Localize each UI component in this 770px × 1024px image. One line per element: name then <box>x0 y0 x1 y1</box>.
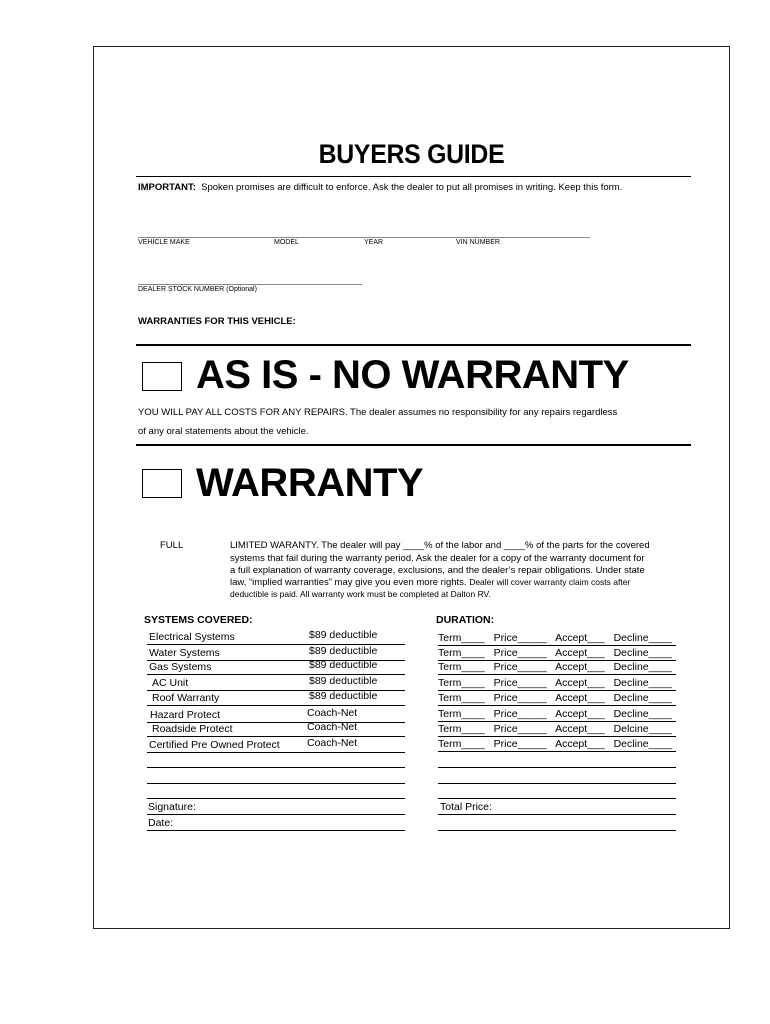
buyers-guide-form <box>93 46 730 929</box>
limited-warranty-line4 <box>230 577 630 589</box>
limited-warranty-line4-text: law, “implied warranties” may give you even more rights. <box>230 577 467 588</box>
as-is-text-line2: of any oral statements about the vehicle. <box>138 426 309 437</box>
duration-row[interactable]: Term____ Price_____ Accept___ Delcine____ <box>438 723 672 735</box>
stock-number-label: DEALER STOCK NUMBER (Optional) <box>138 286 257 293</box>
system-coverage: $89 deductible <box>309 645 378 657</box>
duration-row[interactable]: Term____ Price_____ Accept___ Decline____ <box>438 677 672 689</box>
blank-line[interactable] <box>438 783 676 784</box>
duration-row-line <box>438 690 676 691</box>
important-text: Spoken promises are difficult to enforce. Ask the dealer to put all promises in writing. Keep this form. <box>201 182 623 193</box>
vehicle-make-label: VEHICLE MAKE <box>138 239 190 246</box>
system-name: AC Unit <box>152 677 189 689</box>
important-notice <box>138 182 622 193</box>
duration-row-line <box>438 736 676 737</box>
date-label: Date: <box>148 817 174 829</box>
system-coverage: $89 deductible <box>309 690 378 702</box>
limited-warranty-line5: deductible is paid. All warranty work must be completed at Dalton RV. <box>230 589 491 599</box>
system-name: Gas Systems <box>149 661 212 673</box>
system-name: Hazard Protect <box>150 709 221 721</box>
duration-row-line <box>438 674 676 675</box>
divider <box>136 176 691 177</box>
limited-warranty-line4-tail: Dealer will cover warranty claim costs after <box>469 577 631 587</box>
duration-row-line <box>438 751 676 752</box>
warranty-checkbox[interactable] <box>142 469 182 498</box>
stock-number-line[interactable] <box>138 284 362 285</box>
limited-warranty-line2: systems that fail during the warranty period. Ask the dealer for a copy of the warranty document for <box>230 553 645 564</box>
system-coverage: $89 deductible <box>309 629 378 641</box>
blank-line[interactable] <box>147 767 405 768</box>
signature-line[interactable] <box>147 814 405 815</box>
vin-number-label: VIN NUMBER <box>456 239 500 246</box>
divider <box>136 444 691 446</box>
total-price-label: Total Price: <box>440 801 492 813</box>
as-is-heading: AS IS - NO WARRANTY <box>196 353 629 397</box>
system-name: Certified Pre Owned Protect <box>149 739 280 751</box>
total-price-line-2[interactable] <box>438 830 676 831</box>
as-is-text-line1: YOU WILL PAY ALL COSTS FOR ANY REPAIRS. The dealer assumes no responsibility for any repairs regardless <box>138 407 618 418</box>
duration-row-line <box>438 645 676 646</box>
total-price-line[interactable] <box>438 814 676 815</box>
as-is-checkbox[interactable] <box>142 362 182 391</box>
system-coverage: Coach-Net <box>307 707 358 719</box>
duration-row[interactable]: Term____ Price_____ Accept___ Decline____ <box>438 738 672 750</box>
blank-line[interactable] <box>438 767 676 768</box>
blank-line[interactable] <box>147 798 405 799</box>
limited-warranty-line3: a full explanation of warranty coverage, exclusions, and the dealer’s repair obligations. Under state <box>230 565 645 576</box>
warranties-heading: WARRANTIES FOR THIS VEHICLE: <box>138 316 296 327</box>
duration-row-line <box>438 705 676 706</box>
duration-heading: DURATION: <box>436 614 495 626</box>
blank-line[interactable] <box>438 798 676 799</box>
system-coverage: Coach-Net <box>307 737 358 749</box>
system-row-line <box>147 705 405 706</box>
page-title: BUYERS GUIDE <box>318 139 505 169</box>
system-name: Electrical Systems <box>149 631 235 643</box>
system-row-line <box>147 736 405 737</box>
warranty-heading: WARRANTY <box>196 461 424 505</box>
vehicle-info-line[interactable] <box>138 237 590 238</box>
year-label: YEAR <box>364 239 384 246</box>
important-label: IMPORTANT: <box>138 182 196 193</box>
duration-row[interactable]: Term____ Price_____ Accept___ Decline____ <box>438 632 672 644</box>
divider <box>136 344 691 346</box>
system-coverage: Coach-Net <box>307 721 358 733</box>
duration-row[interactable]: Term____ Price_____ Accept___ Decline____ <box>438 708 672 720</box>
limited-warranty-line1: LIMITED WARANTY. The dealer will pay ____% of the labor and ____% of the parts for the covered <box>230 540 650 551</box>
system-coverage: $89 deductible <box>309 659 378 671</box>
date-line[interactable] <box>147 830 405 831</box>
model-label: MODEL <box>274 239 299 246</box>
system-name: Roof Warranty <box>152 692 220 704</box>
systems-covered-heading: SYSTEMS COVERED: <box>144 614 253 626</box>
duration-row[interactable]: Term____ Price_____ Accept___ Decline____ <box>438 647 672 659</box>
system-name: Roadside Protect <box>152 723 233 735</box>
duration-row-line <box>438 721 676 722</box>
system-coverage: $89 deductible <box>309 675 378 687</box>
system-row-line <box>147 752 405 753</box>
duration-row[interactable]: Term____ Price_____ Accept___ Decline____ <box>438 661 672 673</box>
system-name: Water Systems <box>149 647 220 659</box>
signature-label: Signature: <box>148 801 196 813</box>
blank-line[interactable] <box>147 783 405 784</box>
full-warranty-label[interactable]: FULL <box>160 540 184 551</box>
duration-row[interactable]: Term____ Price_____ Accept___ Decline____ <box>438 692 672 704</box>
